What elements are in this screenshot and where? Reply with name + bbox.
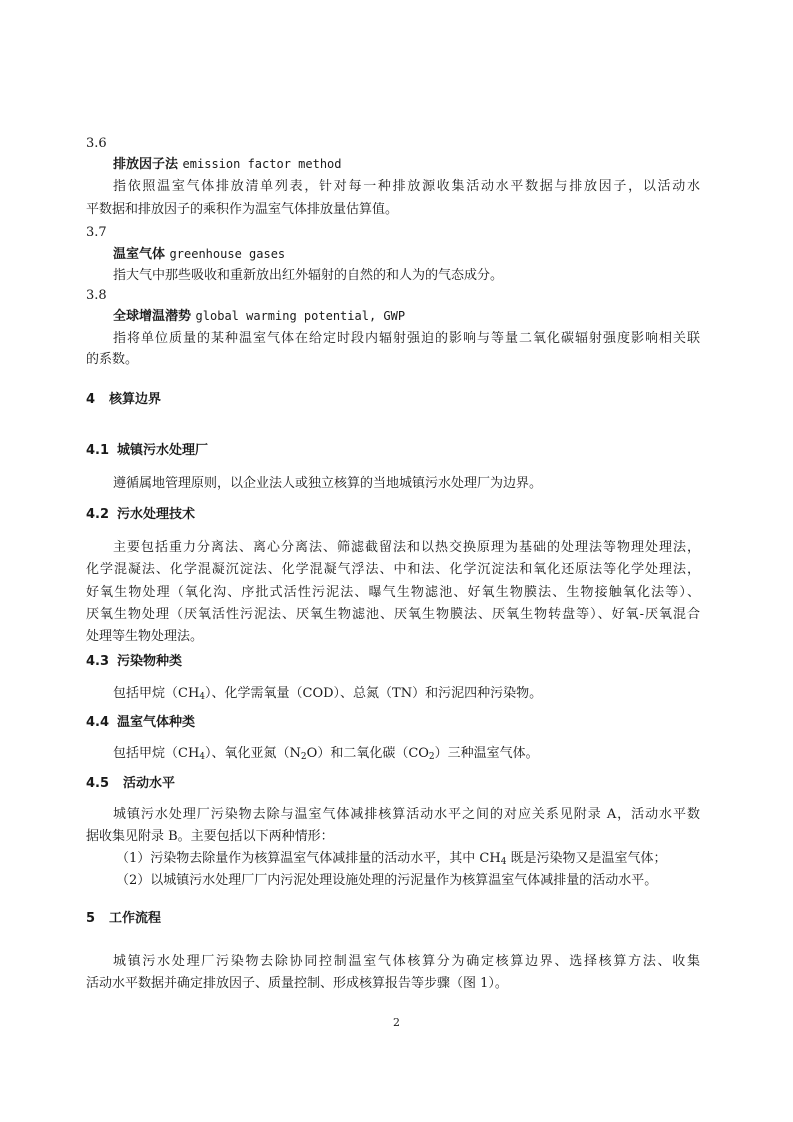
section-5-heading [86,910,161,928]
section-4-3-paragraph: 包括甲烷$(CH_4)$、化学需氧量（COD）、总氮（TN）和污泥四种污染物。 [113,686,543,702]
section-4-5-item-1: （1）污染物去除量作为核算温室气体减排量的活动水平，其中 $CH_4$ 既是污染物又是温室气体； [116,851,667,867]
section-3-6-definition-line-1: 指依照温室气体排放清单列表，针对每一种排放源收集活动水平数据与排放因子，以活动水 [113,179,700,194]
section-title: 温室气体种类 [117,715,196,730]
section-number: 4.4 [86,715,110,730]
section-number: 4.1 [86,443,110,458]
section-4-2-heading [86,506,195,524]
section-4-heading [86,391,161,409]
section-3-6-number: 3.6 [86,136,107,151]
section-4-2-line-1: 主要包括重力分离法、离心分离法、筛滤截留法和以热交换原理为基础的处理法等物理处理法， [113,540,700,555]
section-4-2-line-4: 厌氧生物处理（厌氧活性污泥法、厌氧生物滤池、厌氧生物膜法、厌氧生物转盘等）、好氧-厌氧混合 [86,607,700,622]
page-number: 2 [393,1016,400,1029]
term-chinese: 温室气体 [113,247,166,262]
section-number: 4.5 [86,776,110,791]
section-4-4-heading [86,714,195,732]
section-4-5-line-1: 城镇污水处理厂污染物去除与温室气体减排核算活动水平之间的对应关系见附录 A，活动水平数 [113,807,700,822]
section-3-8-term [113,307,405,326]
section-4-2-line-2: 化学混凝法、化学混凝沉淀法、化学混凝气浮法、中和法、化学沉淀法和氧化还原法等化学处理法， [86,562,700,577]
section-3-7-definition: 指大气中那些吸收和重新放出红外辐射的自然的和人为的气态成分。 [113,268,504,283]
term-english: global warming potential, GWP [195,309,406,323]
section-4-2-line-5: 处理等生物处理法。 [86,629,204,644]
section-3-8-definition-line-1: 指将单位质量的某种温室气体在给定时段内辐射强迫的影响与等量二氧化碳辐射强度影响相关联 [113,331,700,346]
section-4-5-item-2: （2）以城镇污水处理厂厂内污泥处理设施处理的污泥量作为核算温室气体减排量的活动水平。 [116,873,658,888]
section-3-8-definition-line-2: 的系数。 [86,352,139,367]
section-title: 污染物种类 [117,654,183,669]
section-title: 核算边界 [109,392,162,407]
term-chinese: 排放因子法 [113,157,179,172]
section-3-6-definition-line-2: 平数据和排放因子的乘积作为温室气体排放量估算值。 [86,202,399,217]
section-4-5-line-2: 据收集见附录 B。主要包括以下两种情形： [86,829,334,844]
section-3-7-term [113,245,285,264]
section-title: 工作流程 [109,911,162,926]
section-number: 4 [86,392,96,407]
section-4-1-heading [86,442,208,460]
section-3-7-number: 3.7 [86,225,107,240]
section-4-1-paragraph: 遵循属地管理原则，以企业法人或独立核算的当地城镇污水处理厂为边界。 [113,476,543,491]
section-4-5-heading [86,775,175,793]
section-5-line-2: 活动水平数据并确定排放因子、质量控制、形成核算报告等步骤（图 1）。 [86,976,508,991]
term-english: emission factor method [182,157,342,171]
term-chinese: 全球增温潜势 [113,309,192,324]
section-4-2-line-3: 好氧生物处理（氧化沟、序批式活性污泥法、曝气生物滤池、好氧生物膜法、生物接触氧化法等）、 [86,585,700,600]
section-4-3-heading [86,653,182,671]
section-number: 5 [86,911,96,926]
term-english: greenhouse gases [169,247,286,261]
section-3-8-number: 3.8 [86,288,107,303]
section-number: 4.3 [86,654,110,669]
section-3-6-term [113,155,342,174]
section-title: 城镇污水处理厂 [117,443,209,458]
section-4-4-paragraph: 包括甲烷$(CH_4)$、氧化亚氮$(N_2O)$和二氧化碳$(CO_2)$三种温室气体。 [113,746,539,762]
section-title: 污水处理技术 [117,507,196,522]
section-number: 4.2 [86,507,110,522]
section-title: 活动水平 [123,776,176,791]
section-5-line-1: 城镇污水处理厂污染物去除协同控制温室气体核算分为确定核算边界、选择核算方法、收集 [113,954,700,969]
